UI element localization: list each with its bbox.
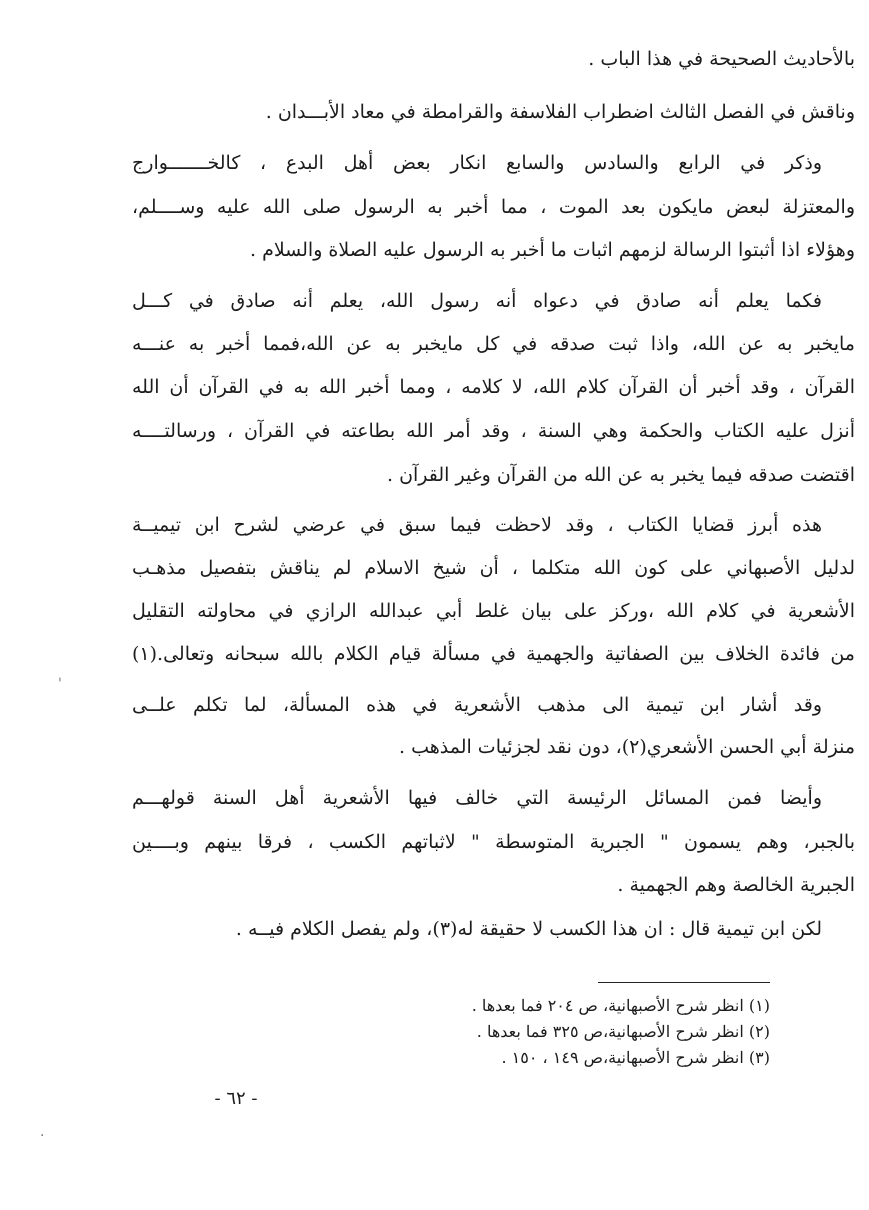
text-line-17: وأيضا فمن المسائل الرئيسة التي خالف فيها الأشعرية أهل السنة قولهـــم (132, 787, 822, 809)
text-line-9: أنزل عليه الكتاب والحكمة وهي السنة ، وقد أمر الله بطاعته في القرآن ، ورسالتــــه (132, 420, 855, 442)
text-line-11: هذه أبرز قضايا الكتاب ، وقد لاحظت فيما سبق في عرضي لشرح ابن تيميــة (132, 514, 822, 536)
text-line-18: بالجبر، وهم يسمون " الجبرية المتوسطة " لاثباتهم الكسب ، فرقا بينهم وبــــين (132, 831, 855, 853)
text-line-13: الأشعرية في كلام الله ،وركز على بيان غلط أبي عبدالله الرازي في محاولته التقليل (132, 600, 855, 622)
footnote-3: (٣) انظر شرح الأصبهانية،ص ١٤٩ ، ١٥٠ . (501, 1048, 770, 1067)
text-line-14: من فائدة الخلاف بين الصفاتية والجهمية في مسألة قيام الكلام بالله سبحانه وتعالى.(١) (132, 643, 855, 665)
text-line-20: لكن ابن تيمية قال : ان هذا الكسب لا حقيقة له(٣)، ولم يفصل الكلام فيــه . (235, 918, 822, 940)
text-line-4: والمعتزلة لبعض مايكون بعد الموت ، مما أخبر به الرسول صلى الله عليه وســــلم، (132, 196, 855, 218)
text-line-16: منزلة أبي الحسن الأشعري(٢)، دون نقد لجزئيات المذهب . (398, 736, 855, 758)
text-line-5: وهؤلاء اذا أثبتوا الرسالة لزمهم اثبات ما أخبر به الرسول عليه الصلاة والسلام . (250, 239, 855, 261)
text-line-10: اقتضت صدقه فيما يخبر به عن الله من القرآن وغير القرآن . (386, 464, 855, 486)
text-line-15: وقد أشار ابن تيمية الى مذهب الأشعرية في هذه المسألة، لما تكلم علــى (132, 694, 822, 716)
text-line-3: وذكر في الرابع والسادس والسابع انكار بعض أهل البدع ، كالخـــــــوارج (132, 152, 822, 174)
text-line-12: لدليل الأصبهاني على كون الله متكلما ، أن شيخ الاسلام لم يناقش بتفصيل مذهـب (132, 557, 855, 579)
text-line-8: القرآن ، وقد أخبر أن القرآن كلام الله، لا كلامه ، ومما أخبر الله به في القرآن أن الله (132, 376, 855, 398)
text-line-6: فكما يعلم أنه صادق في دعواه أنه رسول الله، يعلم أنه صادق في كـــل (132, 290, 822, 312)
text-line-2: وناقش في الفصل الثالث اضطراب الفلاسفة والقرامطة في معاد الأبـــدان . (265, 101, 855, 123)
footnote-2: (٢) انظر شرح الأصبهانية،ص ٣٢٥ فما بعدها . (476, 1022, 770, 1041)
text-line-1: بالأحاديث الصحيحة في هذا الباب . (588, 48, 855, 70)
scan-speck: ' (58, 676, 62, 692)
footnote-1: (١) انظر شرح الأصبهانية، ص ٢٠٤ فما بعدها . (471, 996, 770, 1015)
text-line-19: الجبرية الخالصة وهم الجهمية . (617, 874, 855, 896)
scan-speck: · (40, 1128, 45, 1144)
footnote-separator (598, 982, 770, 983)
text-line-7: مايخبر به عن الله، واذا ثبت صدقه في كل مايخبر به عن الله،فمما أخبر به عنـــه (132, 333, 855, 355)
page-number: - ٦٢ - (214, 1088, 258, 1109)
